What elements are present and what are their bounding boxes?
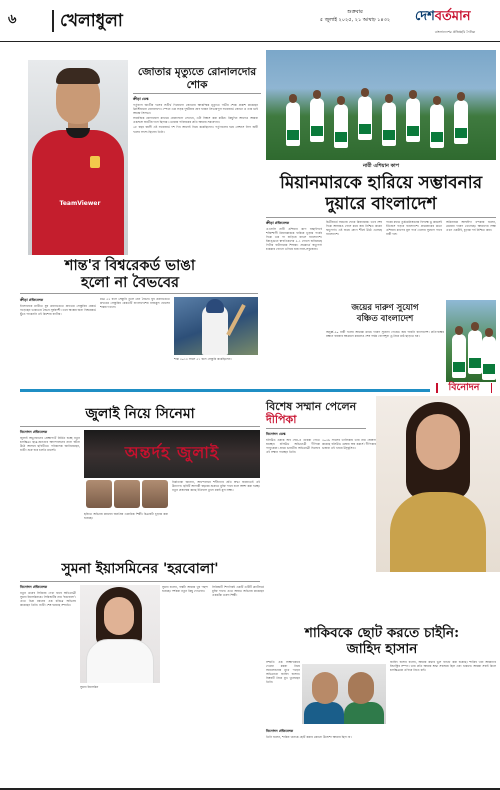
shakib-column-1: সম্প্রতি এক সাক্ষাৎকারে দেওয়া মন্তব্য নিয়ে সমালোচনার মুখে পড়েন অভিনেতা জাহিদ হাসান। বিষয়টি নিয়ে মুখ খুলেছেন তিনি। [266, 660, 300, 685]
bat-icon [226, 304, 245, 336]
deepika-headline-line1: বিশেষ সম্মান পেলেন [266, 400, 357, 413]
player-figure [334, 104, 348, 148]
masthead [0, 0, 500, 42]
divider [20, 581, 260, 582]
player-figure [406, 98, 420, 142]
paragraph: ২৮ বছর বয়সী এই ফরোয়ার্ড দশ দিন আগেই বিয়ে করেছিলেন। পর্তুগালের হয়ে নেশনস লিগ জয়ী দলের সদস্য ছিলেন তিনি। [133, 125, 258, 134]
actors-photo [302, 664, 386, 724]
player-figure [430, 104, 444, 148]
actor-1-face [312, 672, 338, 704]
football-column-4: অধিনায়ক আফঈদা খন্দকার বলেন, মেয়েরা দারুণ খেলেছে। আমাদের লক্ষ্য এখন একটাই, চূড়ান্ত পর্ব নিশ্চিত করা। [446, 220, 496, 233]
portrait-face [416, 414, 460, 470]
film-poster [84, 430, 260, 478]
july-column-3: নির্মাতারা জানান, আন্দোলনে শহীদদের প্রতি শ্রদ্ধা জানাতেই এই উদ্যোগ। ছবিটি আগামী বছরের শুরুতে মুক্তি পাবে বলে আশা করা হচ্ছে। নতুন প্রজন্মের কাছে ইতিহাস তুলে ধরাই মূল লক্ষ্য। [172, 480, 260, 493]
batsman-photo [174, 297, 258, 355]
shakib-byline: বিনোদন প্রতিবেদক [266, 729, 294, 733]
football-headline-line1: মিয়ানমারকে হারিয়ে সম্ভাবনার [279, 173, 483, 193]
divider [20, 293, 258, 294]
deepika-headline-line2: দীপিকা [266, 413, 297, 426]
section-band [20, 389, 430, 392]
july-film-headline: জুলাই নিয়ে সিনেমা [85, 406, 195, 422]
shakib-headline-line1: শাকিবকে ছোট করতে চাইনি: [304, 625, 460, 641]
sumona-column-2: সুমনা বলেন, গল্পটা আমার খুব পছন্দ হয়েছে। দর্শকরা নতুন কিছু দেখবেন। [162, 585, 208, 594]
sumona-headline: সুমনা ইয়াসমিনের 'হরবোলা' [61, 561, 219, 577]
team-photo-small [446, 300, 496, 382]
deepika-column-1: হলিউড ওয়াক অব ফেম-এ তারকা পেতে যাচ্ছেন বলিউড অভিনেত্রী দীপিকা পাড়ুকোন। প্রথম ভারতীয় অভিনেত্রী হিসেবে এই সম্মান পাচ্ছেন তিনি। [266, 438, 320, 455]
label-bar-left [436, 383, 438, 393]
sumona-column-1: নতুন ওয়েব সিরিজে দেখা যাবে অভিনেত্রী সুমনা ইয়াসমিনকে। সিরিজটির নাম 'হরবোলা'। এতে ভিন্ন ধরনের এক চরিত্রে অভিনয় করেছেন তিনি। শুটিং শেষ হয়েছে সম্প্রতি। [20, 591, 76, 608]
sumona-byline: বিনোদন প্রতিবেদক [20, 585, 48, 589]
logo-part-1: দেশ [415, 9, 435, 24]
team-celebration-photo [266, 50, 496, 160]
football-column-3: পরের ম্যাচে তুর্কমেনিস্তানের বিপক্ষে ড্র করলেই ইতিহাস গড়বে বাংলাদেশ। প্রথমবারের মতো এশিয়ান কাপের মূল পর্বে খেলার সুযোগ পাবে নারী দল। [386, 220, 442, 237]
logo-tagline: বাংলাদেশের প্রতিচ্ছবি দৈনিক [434, 30, 476, 34]
ronaldo-shirt [32, 130, 124, 255]
player-figure [358, 96, 372, 140]
player-figure [482, 336, 496, 380]
football-column-2: দ্বিতীয়ার্ধে সমতায় ফেরে মিয়ানমার। তবে শেষ দিকে আবারও গোল করে জয় নিশ্চিত করেন ঋতুপর্ণা। এই জয়ে গ্রুপে শীর্ষে উঠে এসেছে বাংলাদেশ। [326, 220, 382, 237]
player-figure [468, 330, 482, 374]
player-figure [310, 98, 324, 142]
masthead-divider [52, 10, 54, 32]
portrait-face [104, 597, 134, 635]
deepika-byline: বিনোদন ডেস্ক [266, 432, 286, 436]
helmet-icon [206, 299, 224, 313]
label-bar-right [491, 383, 493, 393]
ronaldo-hair [56, 68, 100, 84]
ronaldo-article-body [133, 103, 258, 255]
ronaldo-headline: জোতার মৃত্যুতে রোনালদোর শোক [137, 66, 257, 91]
shakib-column-3: জাহিদ হাসান বলেন, আমার কথার ভুল ব্যাখ্যা করা হয়েছে। শাকিব খান আমাদের ইন্ডাস্ট্রির সম্পদ। তার প্রতি আমার শ্রদ্ধা সবসময় ছিল এবং থাকবে। আমরা সবাই মিলে চলচ্চিত্রকে এগিয়ে নিতে চাই। [390, 660, 496, 673]
deepika-portrait [376, 396, 500, 572]
date-block [300, 8, 410, 24]
newspaper-logo [415, 7, 495, 35]
july-column-2: ছবিতে অভিনয় করবেন জনপ্রিয় একাধিক শিল্পী। চিত্রনাট্য চূড়ান্ত করা হয়েছে। [84, 512, 168, 521]
paragraph: সামাজিক যোগাযোগ মাধ্যমে রোনালদো লেখেন, এটা বিশ্বাস করা কঠিন। কিছুদিন আগেও আমরা একসঙ্গে জাতীয় দলে ছিলাম। তোমার পরিবারের প্রতি আমার সমবেদনা। [133, 116, 258, 125]
cast-photo [114, 480, 140, 508]
football-kicker: নারী এশিয়ান কাপ [362, 163, 399, 169]
logo-wordmark [415, 7, 495, 28]
football-subheadline-1: জয়ের দারুণ সুযোগ [351, 303, 419, 313]
divider [133, 93, 261, 94]
cricket-headline-line2: হলো না বৈভবের [80, 274, 180, 291]
poster-title: অন্তর্দহ জুলাই [124, 443, 220, 462]
divider [266, 217, 496, 218]
sumona-portrait [80, 585, 160, 683]
actor-2-shirt [344, 702, 384, 724]
football-headline-line2: দুয়ারে বাংলাদেশ [325, 194, 437, 214]
july-column-1: জুলাই অভ্যুত্থানের প্রেক্ষাপটে নির্মিত হচ্ছে নতুন চলচ্চিত্র। ছাত্র-জনতার আন্দোলনের নানা ঘটনা উঠে আসবে ছবিটিতে। পরিচালক জানিয়েছেন, শুটিং শুরু হবে চলতি মাসেই। [20, 436, 80, 453]
shirt-sponsor: TeamViewer [59, 200, 101, 207]
july-byline: বিনোদন প্রতিবেদক [20, 430, 48, 434]
cricket-column-2: মাত্র ৫২ বলে সেঞ্চুরি তুলে নেন বৈভব। যুব ওয়ানডেতে দ্রুততম সেঞ্চুরির রেকর্ডটি বাংলাদেশের নাজমুল হোসেন শান্তর দখলে। [100, 297, 170, 310]
divider [266, 428, 366, 429]
actor-2-face [348, 672, 374, 704]
portrait-outfit [86, 639, 154, 683]
issue-date: ৫ জুলাই ২০২৫, ২১ আষাঢ় ১৪৩২ [319, 17, 391, 23]
logo-part-2: বর্তমান [434, 9, 471, 24]
ronaldo-byline: ক্রীড়া ডেস্ক [133, 97, 149, 101]
portrait-saree [390, 492, 486, 572]
divider [20, 426, 260, 427]
football-column-1: এএফসি নারী এশিয়ান কাপ বাছাইপর্বে শক্তিশালী মিয়ানমারকে হারিয়ে চূড়ান্ত পর্বের দিকে এক পা বাড়িয়ে রাখল বাংলাদেশ। ইয়াঙ্গুনে স্বাগতিকদের ২-১ গোলে হারিয়েছে পিটার বাটলারের শিষ্যরা। প্রথমার্ধে ঋতুপর্ণা চাকমার গোলে এগিয়ে যায় লাল-সবুজেরা। [266, 227, 322, 252]
shakib-column-2: তিনি বলেন, শাকিব খানকে ছোট করার কোনো উদ্দেশ্য আমার ছিল না। [266, 735, 352, 739]
cast-photo [142, 480, 168, 508]
football-subheadline-2: বঞ্চিত বাংলাদেশ [356, 314, 414, 324]
issue-day: শুক্রবার [347, 9, 363, 15]
club-badge-icon [90, 156, 100, 168]
football-subarticle-body: অনূর্ধ্ব-২০ নারী দলের আরেক ম্যাচে দারুণ সুযোগ পেয়েও জয় পায়নি বাংলাদেশ। প্রতিপক্ষের রক্ষণে বারবার আক্রমণ করলেও শেষ পর্যন্ত গোলশূন্য ড্র নিয়ে মাঠ ছাড়তে হয়। [326, 330, 444, 339]
cast-photo [86, 480, 112, 508]
player-figure [286, 102, 300, 146]
paragraph: পর্তুগাল জাতীয় দলের সতীর্থ দিয়োগো জোতার আকস্মিক মৃত্যুতে গভীর শোক প্রকাশ করেছেন ক্রিস্টিয়ানো রোনালদো। স্পেনে এক সড়ক দুর্ঘটনায় প্রাণ হারান লিভারপুল ফরোয়ার্ড জোতা ও তার ভাই আন্দ্রে সিলভা। [133, 103, 258, 116]
page-number: ৬ [8, 12, 17, 27]
sumona-column-3: সিরিজটি শিগগিরই একটি ওটিটি প্ল্যাটফর্মে মুক্তি পাবে। এতে আরও অভিনয় করেছেন একঝাঁক তরুণ শিল্পী। [212, 585, 264, 598]
cricket-column-1: ইংল্যান্ডের মাটিতে যুব ওয়ানডেতে দ্রুততম সেঞ্চুরির রেকর্ড গড়েছেন ভারতের বৈভব সূর্যবংশী। তবে অল্পের জন্য বিশ্বরেকর্ড ছুঁতে পারেননি এই কিশোর ব্যাটার। [20, 304, 96, 317]
player-figure [454, 100, 468, 144]
section-name: খেলাধুলা [60, 11, 123, 31]
sumona-photo-caption: সুমনা ইয়াসমিন [80, 685, 99, 689]
football-byline: ক্রীড়া প্রতিবেদক [266, 221, 290, 225]
ronaldo-photo [28, 60, 128, 255]
actor-1-shirt [304, 702, 344, 724]
deepika-column-2: ২০২৬ সালের তালিকায় তার নাম ঘোষণা করেছে হলিউড চেম্বার অব কমার্স। দীপিকার ভক্তরা এই খবরে উচ্ছ্বসিত। [322, 438, 376, 451]
player-figure [452, 334, 466, 378]
entertainment-label-text: বিনোদন [448, 382, 480, 393]
shakib-headline-line2: জাহিদ হাসান [346, 641, 418, 657]
cricket-headline-line1: শান্ত'র বিশ্বরেকর্ড ভাঙা [64, 257, 196, 274]
cricket-column-3: শান্ত ২০১৩ সালে ৫১ বলে সেঞ্চুরি করেছিলেন। [174, 357, 232, 361]
entertainment-section-label [432, 381, 496, 396]
cricket-byline: ক্রীড়া প্রতিবেদক [20, 298, 44, 302]
player-figure [382, 102, 396, 146]
